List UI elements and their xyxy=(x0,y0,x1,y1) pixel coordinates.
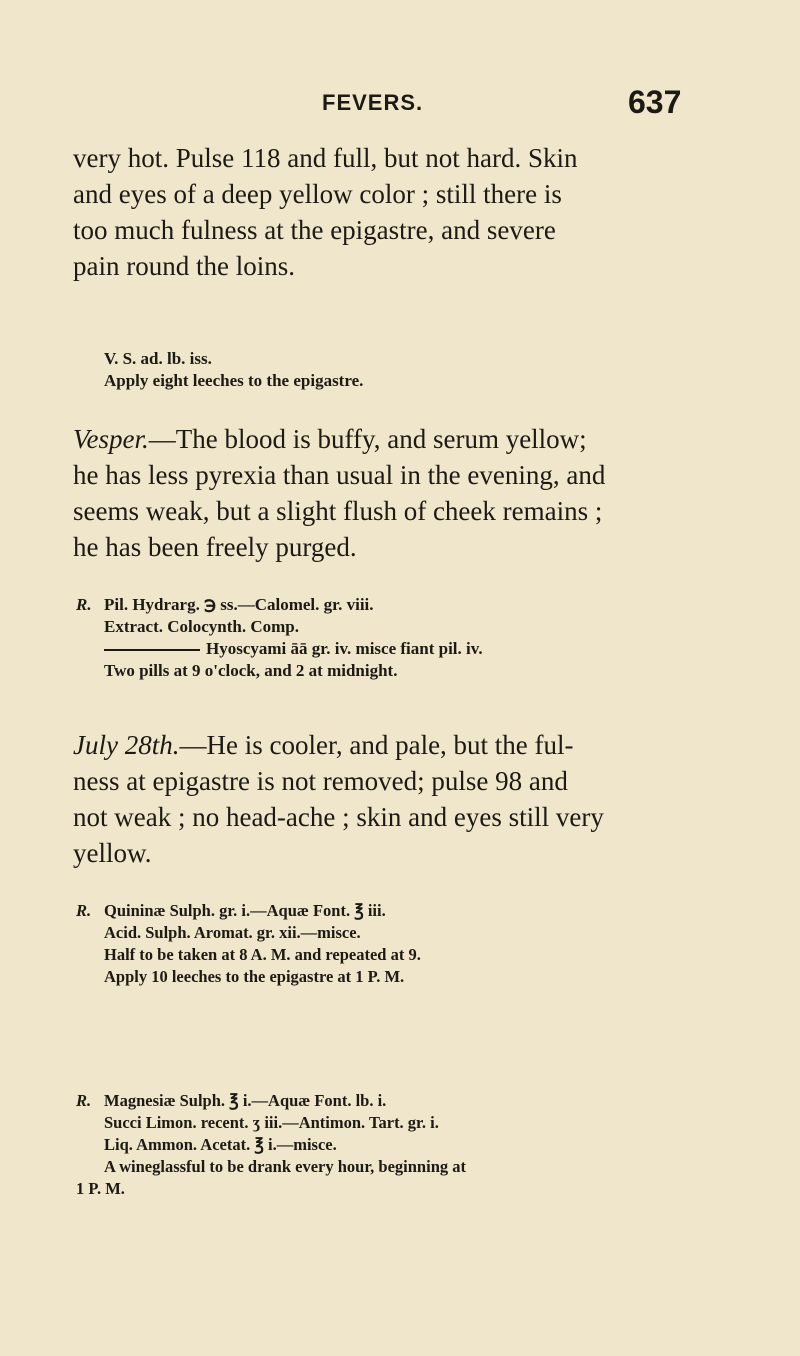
prescription-line: Acid. Sulph. Aromat. gr. xii.—misce. xyxy=(104,923,361,942)
prescription-line: 1 P. M. xyxy=(76,1179,125,1198)
paragraph-2 xyxy=(73,421,713,565)
paragraph-line: he has been freely purged. xyxy=(73,532,357,562)
prescription-text: Magnesiæ Sulph. ℥ i.—Aquæ Font. lb. i. xyxy=(104,1091,387,1110)
paragraph-text: —He is cooler, and pale, but the ful- xyxy=(179,730,574,760)
entry-heading: Vesper. xyxy=(73,424,149,454)
prescription-line xyxy=(76,594,696,616)
prescription-line: Extract. Colocynth. Comp. xyxy=(104,617,300,636)
recipe-symbol: R. xyxy=(76,595,92,614)
prescription-line xyxy=(76,900,696,922)
prescription-line: Liq. Ammon. Acetat. ℥ i.—misce. xyxy=(104,1135,337,1154)
ditto-rule xyxy=(104,649,200,651)
prescription-line: Half to be taken at 8 A. M. and repeated at 9. xyxy=(104,945,421,964)
entry-heading: July 28th. xyxy=(73,730,180,760)
prescription-line xyxy=(76,638,696,660)
paragraph-text: —The blood is buffy, and serum yellow; xyxy=(148,424,587,454)
running-head xyxy=(0,84,800,124)
paragraph-line xyxy=(73,727,713,763)
prescription-1 xyxy=(104,348,724,392)
prescription-text: Hyoscyami āā gr. iv. misce fiant pil. iv. xyxy=(206,639,483,658)
prescription-line: Succi Limon. recent. ʒ iii.—Antimon. Tart. gr. i. xyxy=(104,1113,439,1132)
recipe-symbol: R. xyxy=(76,901,92,920)
prescription-3 xyxy=(76,900,696,988)
prescription-line: Apply 10 leeches to the epigastre at 1 P. M. xyxy=(104,967,405,986)
paragraph-line: ness at epigastre is not removed; pulse 98 and xyxy=(73,766,568,796)
paragraph-line: seems weak, but a slight flush of cheek remains ; xyxy=(73,496,603,526)
paragraph-line: pain round the loins. xyxy=(73,251,295,281)
prescription-line xyxy=(76,1090,696,1112)
paragraph-line: he has less pyrexia than usual in the evening, and xyxy=(73,460,606,490)
prescription-line: Two pills at 9 o'clock, and 2 at midnight. xyxy=(104,661,398,680)
prescription-text: Pil. Hydrarg. ℈ ss.—Calomel. gr. viii. xyxy=(104,595,374,614)
prescription-line: V. S. ad. lb. iss. xyxy=(104,349,212,368)
paragraph-1 xyxy=(73,140,713,284)
paragraph-line: and eyes of a deep yellow color ; still there is xyxy=(73,179,562,209)
prescription-text: Quininæ Sulph. gr. i.—Aquæ Font. ℥ iii. xyxy=(104,901,386,920)
prescription-4 xyxy=(76,1090,696,1200)
running-title: FEVERS. xyxy=(322,90,424,115)
prescription-line: A wineglassful to be drank every hour, beginning at xyxy=(104,1157,466,1176)
paragraph-line: too much fulness at the epigastre, and severe xyxy=(73,215,556,245)
prescription-2 xyxy=(76,594,696,682)
recipe-symbol: R. xyxy=(76,1091,92,1110)
page-number: 637 xyxy=(628,84,682,120)
paragraph-line: very hot. Pulse 118 and full, but not hard. Skin xyxy=(73,143,578,173)
prescription-line: Apply eight leeches to the epigastre. xyxy=(104,371,364,390)
paragraph-line: yellow. xyxy=(73,838,152,868)
paragraph-3 xyxy=(73,727,713,871)
paragraph-line xyxy=(73,421,713,457)
paragraph-line: not weak ; no head-ache ; skin and eyes still very xyxy=(73,802,604,832)
